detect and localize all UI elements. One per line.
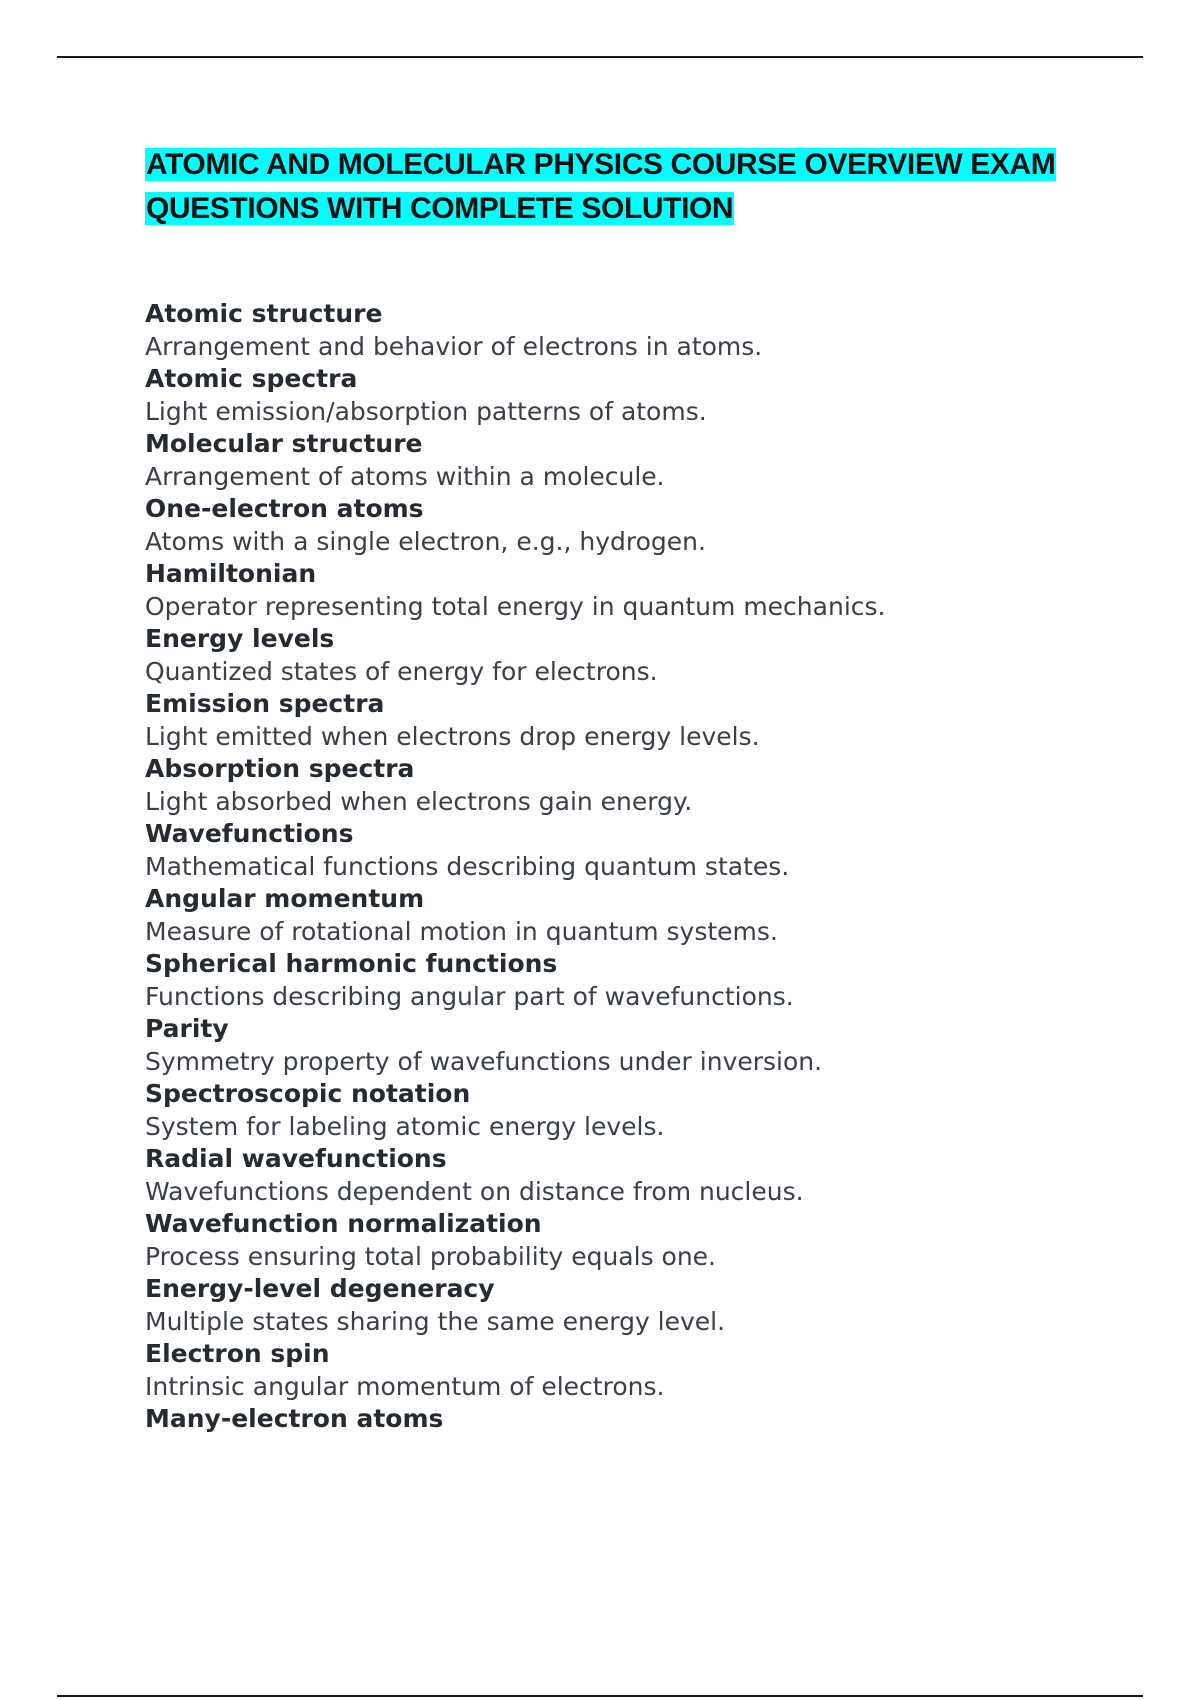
glossary-definition: Intrinsic angular momentum of electrons. [145, 1371, 665, 1401]
glossary-definition: Atoms with a single electron, e.g., hydrogen. [145, 526, 706, 556]
glossary-term: Absorption spectra [145, 754, 415, 783]
glossary-definition: Quantized states of energy for electrons. [145, 656, 658, 686]
glossary-term: Spherical harmonic functions [145, 949, 558, 978]
glossary-term: Spectroscopic notation [145, 1079, 471, 1108]
glossary-definition: Operator representing total energy in quantum mechanics. [145, 591, 886, 621]
glossary-definition: Wavefunctions dependent on distance from nucleus. [145, 1176, 804, 1206]
glossary-definition: Symmetry property of wavefunctions under inversion. [145, 1046, 823, 1076]
glossary-term: Parity [145, 1014, 229, 1043]
glossary-definition: Arrangement of atoms within a molecule. [145, 461, 665, 491]
glossary-definition: Light emission/absorption patterns of atoms. [145, 396, 707, 426]
glossary-term: Emission spectra [145, 689, 385, 718]
glossary-definition: Functions describing angular part of wavefunctions. [145, 981, 794, 1011]
glossary-term: Electron spin [145, 1339, 330, 1368]
title-line-1: ATOMIC AND MOLECULAR PHYSICS COURSE OVERVIEW EXAM [146, 148, 1056, 181]
footer-rule [57, 1695, 1143, 1697]
glossary-term: Hamiltonian [145, 559, 317, 588]
glossary-term: Energy-level degeneracy [145, 1274, 495, 1303]
glossary-definition: Mathematical functions describing quantum states. [145, 851, 790, 881]
glossary-term: Atomic structure [145, 299, 383, 328]
header-rule [57, 56, 1143, 58]
title-line-2: QUESTIONS WITH COMPLETE SOLUTION [146, 192, 734, 225]
glossary-definition: Process ensuring total probability equals one. [145, 1241, 717, 1271]
document-title [145, 143, 1145, 231]
glossary-definition: System for labeling atomic energy levels. [145, 1111, 665, 1141]
glossary-definition: Multiple states sharing the same energy level. [145, 1306, 726, 1336]
glossary-definition: Light emitted when electrons drop energy levels. [145, 721, 760, 751]
glossary-term: Atomic spectra [145, 364, 358, 393]
glossary-definition: Light absorbed when electrons gain energy. [145, 786, 693, 816]
glossary-term: Radial wavefunctions [145, 1144, 447, 1173]
glossary-definition: Arrangement and behavior of electrons in atoms. [145, 331, 763, 361]
glossary-term: Wavefunctions [145, 819, 354, 848]
glossary-term: Energy levels [145, 624, 335, 653]
glossary-term: Wavefunction normalization [145, 1209, 542, 1238]
glossary-term: Many-electron atoms [145, 1404, 444, 1433]
glossary-term: Angular momentum [145, 884, 425, 913]
glossary-term: One-electron atoms [145, 494, 424, 523]
glossary-term: Molecular structure [145, 429, 423, 458]
glossary-definition: Measure of rotational motion in quantum systems. [145, 916, 778, 946]
glossary-list [145, 298, 1145, 1436]
